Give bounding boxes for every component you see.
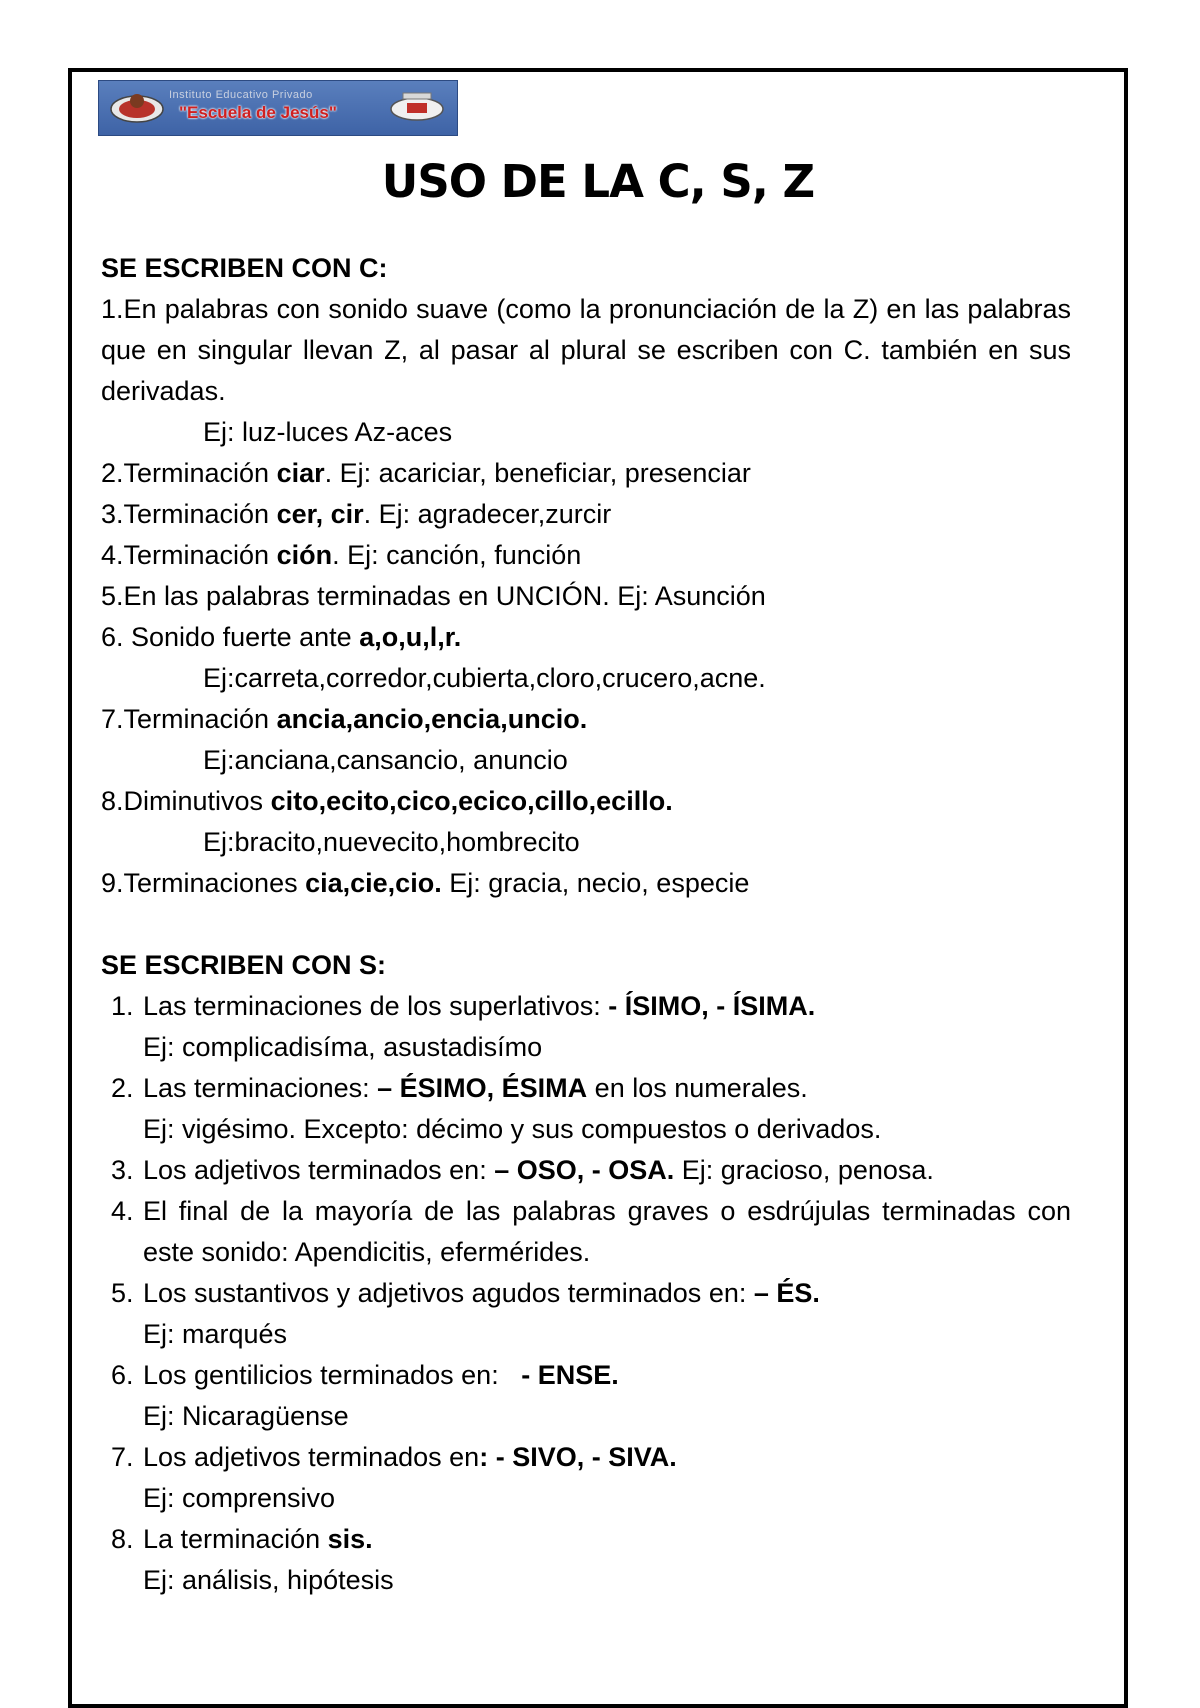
rule-s-8-example: Ej: análisis, hipótesis xyxy=(143,1565,394,1595)
rule-c-7: 7.Terminación ancia,ancio,encia,uncio. xyxy=(101,704,588,734)
document-body xyxy=(101,248,1071,1601)
rule-s-7: 7. Los adjetivos terminados en: - SIVO, - SIVA. Ej: comprensivo xyxy=(111,1437,1071,1519)
rule-c-8-example: Ej:bracito,nuevecito,hombrecito xyxy=(203,827,580,857)
rule-c-9: 9.Terminaciones cia,cie,cio. Ej: gracia, necio, especie xyxy=(101,868,750,898)
section-s-heading: SE ESCRIBEN CON S: xyxy=(101,950,387,980)
logo-school-name: "Escuela de Jesús" xyxy=(179,103,337,122)
rule-s-7-example: Ej: comprensivo xyxy=(143,1483,336,1513)
rule-s-1: 1. Las terminaciones de los superlativos: - ÍSIMO, - ÍSIMA. Ej: complicadisíma, asustadisímo xyxy=(111,986,1071,1068)
rule-c-2: 2.Terminación ciar. Ej: acariciar, beneficiar, presenciar xyxy=(101,458,751,488)
school-logo xyxy=(98,80,458,136)
rule-s-4: 4. El final de la mayoría de las palabras graves o esdrújulas terminadas con este sonido: Apendicitis, efermérides. xyxy=(111,1196,1071,1267)
rule-c-1-example: Ej: luz-luces Az-aces xyxy=(203,417,453,447)
section-spacer xyxy=(101,904,1071,945)
school-seal-icon xyxy=(389,91,445,125)
logo-institution-text: Instituto Educativo Privado xyxy=(169,89,313,101)
rule-s-2-example: Ej: vigésimo. Excepto: décimo y sus compuestos o derivados. xyxy=(143,1114,882,1144)
section-c-heading: SE ESCRIBEN CON C: xyxy=(101,253,388,283)
rule-s-6-example: Ej: Nicaragüense xyxy=(143,1401,349,1431)
rule-s-5-example: Ej: marqués xyxy=(143,1319,288,1349)
rule-s-1-example: Ej: complicadisíma, asustadisímo xyxy=(143,1032,543,1062)
rule-s-8: 8. La terminación sis. Ej: análisis, hipótesis xyxy=(111,1519,1071,1601)
rule-c-7-example: Ej:anciana,cansancio, anuncio xyxy=(203,745,568,775)
rule-c-3: 3.Terminación cer, cir. Ej: agradecer,zurcir xyxy=(101,499,612,529)
rule-c-5: 5.En las palabras terminadas en UNCIÓN. Ej: Asunción xyxy=(101,581,766,611)
rule-s-5: 5. Los sustantivos y adjetivos agudos terminados en: – ÉS. Ej: marqués xyxy=(111,1273,1071,1355)
page-title: USO DE LA C, S, Z xyxy=(381,155,815,208)
school-emblem-icon xyxy=(109,89,165,127)
rule-c-4: 4.Terminación ción. Ej: canción, función xyxy=(101,540,582,570)
rule-c-6: 6. Sonido fuerte ante a,o,u,l,r. xyxy=(101,622,462,652)
rule-c-1: 1.En palabras con sonido suave (como la pronunciación de la Z) en las palabras que en singular llevan Z, al pasar al plural se escriben con C. también en sus derivadas. xyxy=(101,294,1071,406)
rule-c-6-example: Ej:carreta,corredor,cubierta,cloro,crucero,acne. xyxy=(203,663,766,693)
rule-s-3: 3. Los adjetivos terminados en: – OSO, - OSA. Ej: gracioso, penosa. xyxy=(111,1155,934,1185)
rule-c-8: 8.Diminutivos cito,ecito,cico,ecico,cillo,ecillo. xyxy=(101,786,673,816)
rule-s-2: 2. Las terminaciones: – ÉSIMO, ÉSIMA en los numerales. Ej: vigésimo. Excepto: décimo y sus compuestos o derivados. xyxy=(111,1068,1071,1150)
rule-s-6: 6. Los gentilicios terminados en: - ENSE. Ej: Nicaragüense xyxy=(111,1355,1071,1437)
